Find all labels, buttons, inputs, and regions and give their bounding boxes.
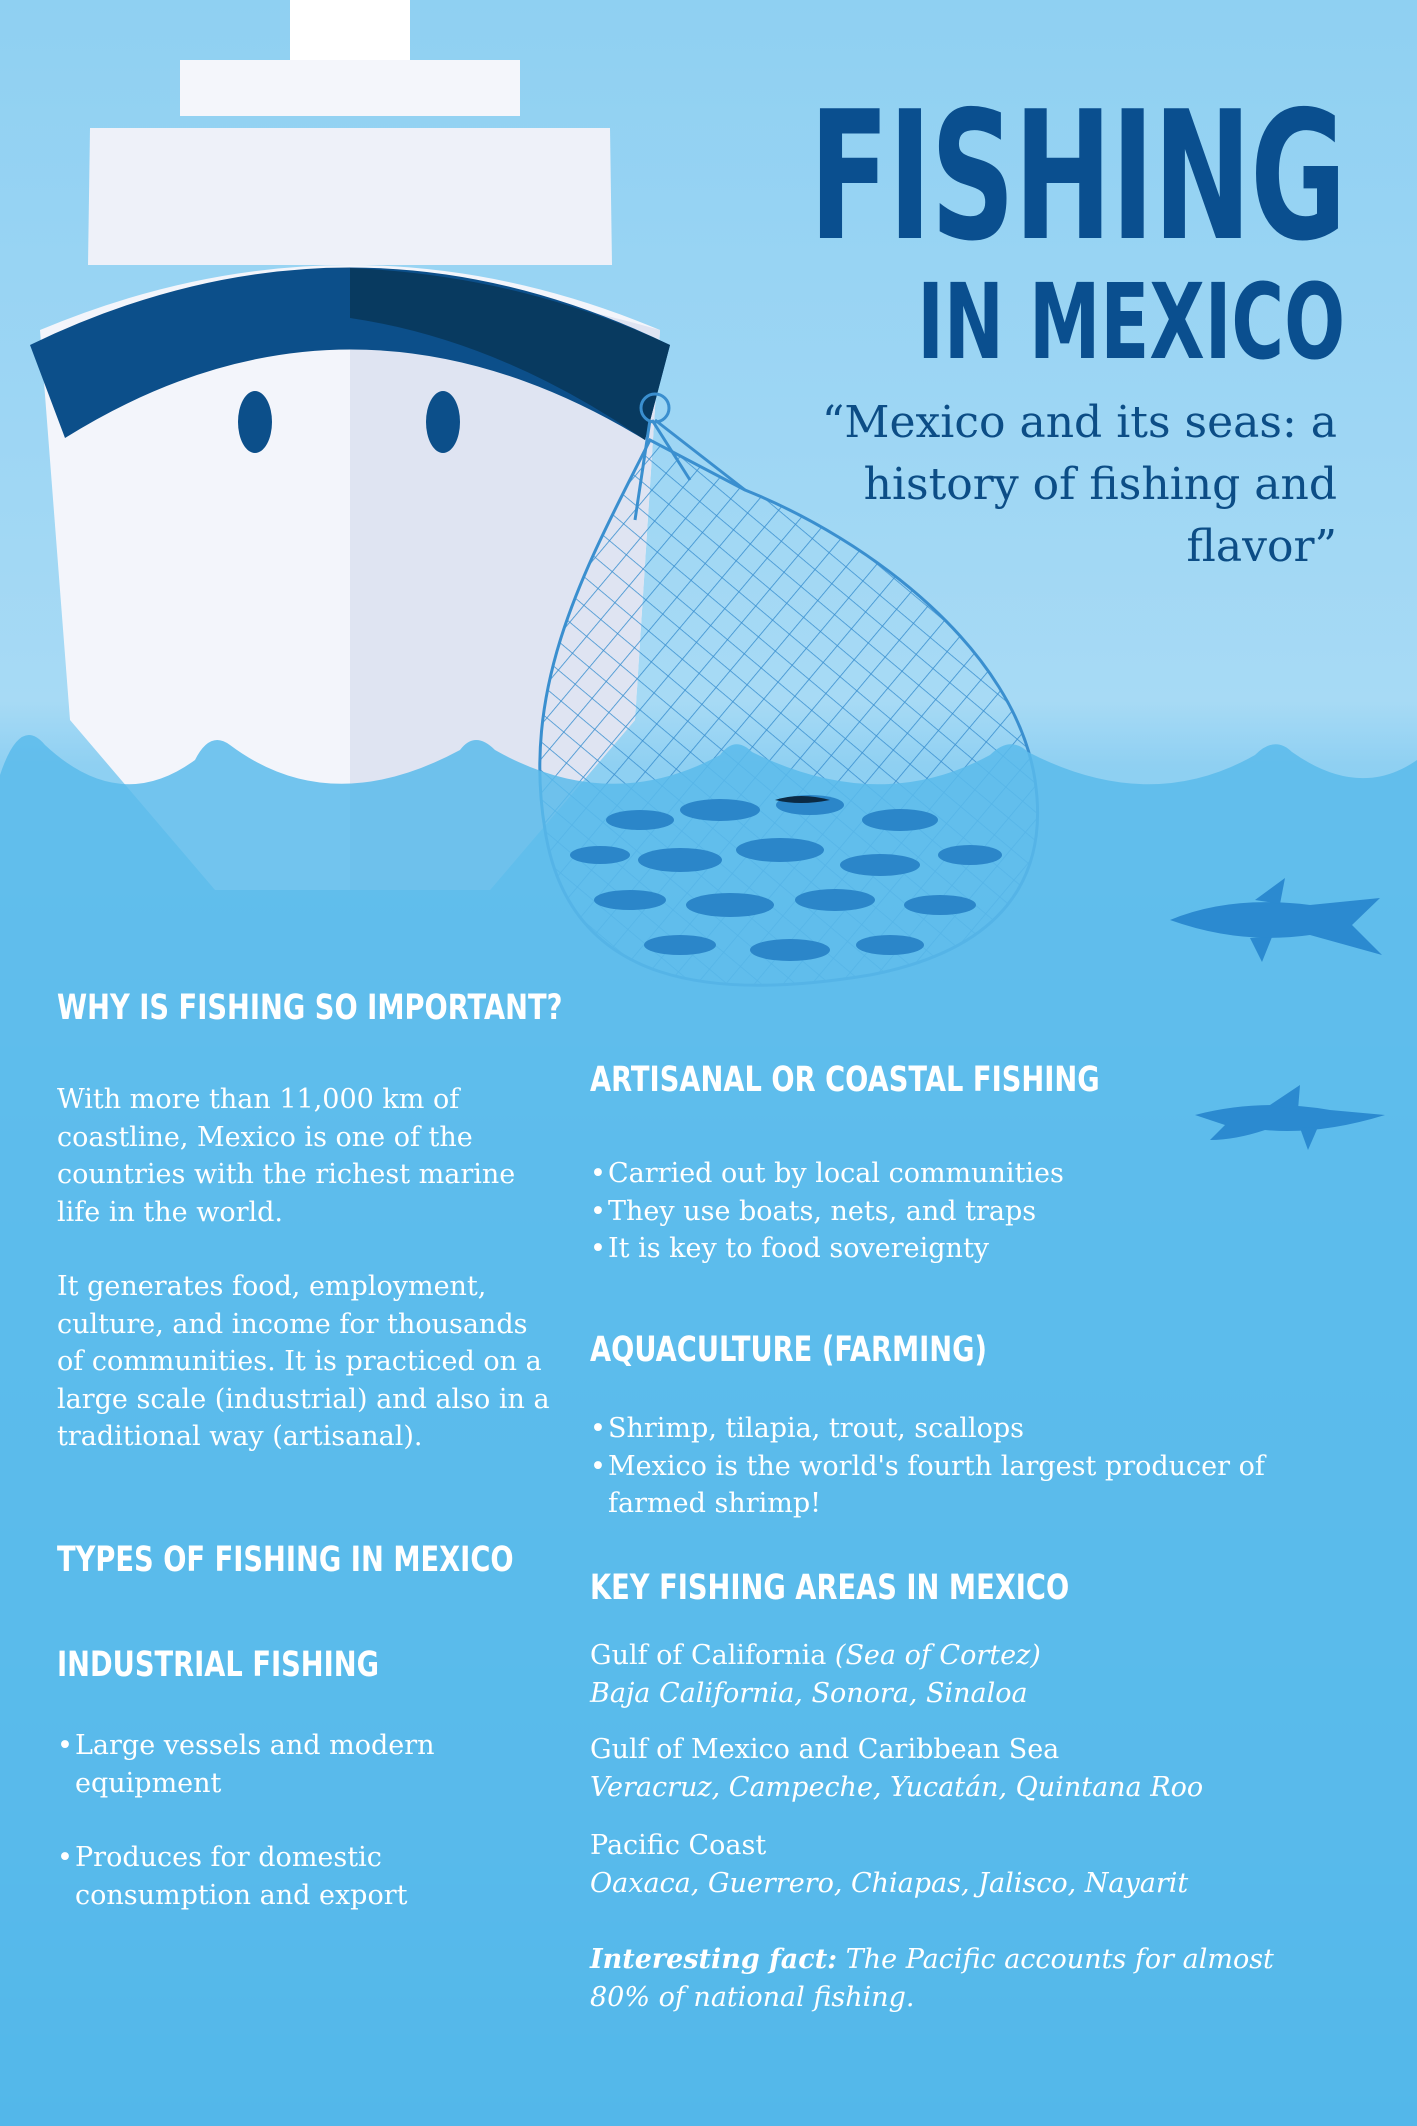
area-gulf-of-california [590,1637,1370,1712]
fish [938,845,1002,865]
fish [862,809,938,831]
fish [638,848,722,872]
area-states: Oaxaca, Guerrero, Chiapas, Jalisco, Nayarit [590,1867,1189,1899]
aquaculture-heading: AQUACULTURE (FARMING) [590,1330,988,1370]
fish [795,889,875,911]
ship-porthole-right [426,391,460,453]
interesting-fact [590,1941,1310,2016]
fish [750,939,830,961]
list-item: • Shrimp, tilapia, trout, scallops [590,1410,1330,1448]
list-item: • Carried out by local communities [590,1155,1330,1193]
page-subtitle: IN MEXICO [917,261,1345,383]
fish [606,810,674,830]
area-gulf-of-mexico [590,1731,1370,1806]
list-item: • Mexico is the world's fourth largest producer of farmed shrimp! [590,1448,1330,1523]
list-item: • Produces for domestic consumption and export [57,1839,537,1914]
fish [594,890,666,910]
area-name: Gulf of California [590,1640,827,1671]
fish [680,799,760,821]
fish [840,854,920,876]
fish [644,935,716,955]
fact-text: The Pacific accounts for almost 80% of national fishing. [590,1944,1274,2013]
ship-porthole-left [238,391,272,453]
aquaculture-list [590,1410,1330,1523]
ship-chimney [290,0,410,62]
ship-upper-deck [88,128,612,265]
list-item: • They use boats, nets, and traps [590,1193,1330,1231]
area-states: Baja California, Sonora, Sinaloa [590,1677,1028,1709]
area-name: Pacific Coast [590,1830,767,1861]
fish [686,893,774,917]
area-pacific-coast [590,1827,1370,1902]
artisanal-list [590,1155,1330,1268]
artisanal-heading: ARTISANAL OR COASTAL FISHING [590,1060,1100,1100]
list-item: • It is key to food sovereignty [590,1230,1330,1268]
fish [736,838,824,862]
list-item: • Large vessels and modern equipment [57,1727,537,1802]
why-paragraph-2: It generates food, employment, culture, and income for thousands of communities. It is practiced on a large scale (industrial) and also in a traditional way (artisanal). [57,1271,550,1452]
industrial-list [57,1727,537,1914]
why-heading: WHY IS FISHING SO IMPORTANT? [57,988,563,1028]
fish [570,846,630,864]
why-paragraph-1: With more than 11,000 km of coastline, Mexico is one of the countries with the richest marine life in the world. [57,1084,516,1228]
industrial-heading: INDUSTRIAL FISHING [57,1645,380,1685]
tagline-quote: “Mexico and its seas: a history of fishing and flavor” [821,397,1337,572]
fish [904,895,976,915]
fish [856,935,924,955]
ship-top-deck [180,60,520,116]
types-heading: TYPES OF FISHING IN MEXICO [57,1540,514,1580]
page-title: FISHING [808,73,1345,280]
area-note: (Sea of Cortez) [834,1640,1041,1671]
area-states: Veracruz, Campeche, Yucatán, Quintana Roo [590,1771,1204,1803]
areas-heading: KEY FISHING AREAS IN MEXICO [590,1568,1070,1608]
fact-label: Interesting fact: [590,1944,838,1975]
area-name: Gulf of Mexico and Caribbean Sea [590,1734,1060,1765]
